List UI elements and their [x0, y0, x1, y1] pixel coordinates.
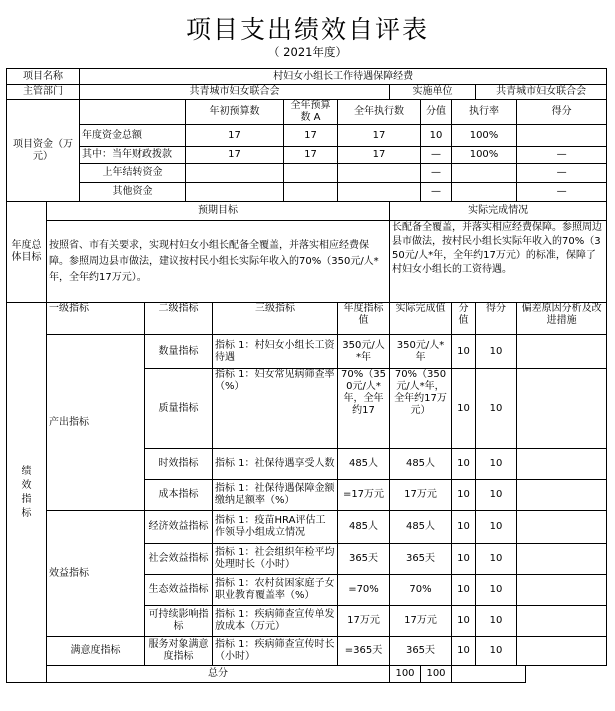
ind-remark	[517, 335, 607, 369]
goals-actual-header: 实际完成情况	[390, 202, 607, 221]
goals-expected-text: 按照省、市有关要求，实现村妇女小组长配备全覆盖，并落实相应经费保障。参照周边县市做法，建议按村民小组长实际年收入的70%（350元/人*年，全年约17万元）。	[47, 221, 390, 303]
ind-target: 350元/人*年	[338, 335, 390, 369]
ind-l3: 指标 1：社会组织年检平均处理时长（小时）	[213, 544, 338, 575]
ind-l3: 指标 1：农村贫困家庭子女职业教育覆盖率（%）	[213, 575, 338, 606]
ind-value: 10	[452, 544, 476, 575]
ind-target: 70%（350元/人*年，全年约17	[338, 369, 390, 449]
ind-score: 10	[476, 544, 517, 575]
ind-remark	[517, 449, 607, 480]
ind-score: 10	[476, 511, 517, 544]
ind-l2: 经济效益指标	[145, 511, 213, 544]
indicators-section-text: 绩效指标	[21, 465, 32, 519]
fund-row-score-value: —	[421, 147, 452, 164]
ind-header-target: 年度指标值	[338, 303, 390, 335]
fund-row-rate	[452, 183, 517, 202]
ind-header-l2: 二级指标	[145, 303, 213, 335]
ind-l3: 指标 1：疾病筛查宣传单发放成本（万元）	[213, 606, 338, 637]
ind-remark	[517, 575, 607, 606]
ind-actual: 17万元	[390, 480, 452, 511]
ind-l2: 社会效益指标	[145, 544, 213, 575]
ind-l2: 数量指标	[145, 335, 213, 369]
ind-score: 10	[476, 335, 517, 369]
total-remark	[452, 666, 526, 683]
ind-remark	[517, 606, 607, 637]
ind-target: 485人	[338, 449, 390, 480]
output-label: 产出指标	[47, 335, 145, 511]
fund-row-score: —	[517, 147, 607, 164]
fund-row-full: 17	[284, 125, 338, 147]
ind-actual: 70%（350元/人*年，全年约17万元）	[390, 369, 452, 449]
goals-expected-header: 预期目标	[47, 202, 390, 221]
fund-row-score: —	[517, 164, 607, 183]
total-value: 100	[390, 666, 421, 683]
fund-row-rate	[452, 164, 517, 183]
ind-value: 10	[452, 449, 476, 480]
fund-row-exec	[338, 164, 421, 183]
ind-header-score: 得分	[476, 303, 517, 335]
fund-row-score-value: 10	[421, 125, 452, 147]
ind-target: 485人	[338, 511, 390, 544]
ind-target: 365天	[338, 544, 390, 575]
ind-value: 10	[452, 335, 476, 369]
goals-actual-text: 长配备全覆盖，并落实相应经费保障。参照周边县市做法，按村民小组长实际年收入的70%（350元/人*年，全年约17万元）的标准，保障了村妇女小组长的工资待遇。	[390, 221, 607, 303]
goals-label: 年度总体目标	[7, 202, 47, 303]
ind-score: 10	[476, 480, 517, 511]
ind-l2: 成本指标	[145, 480, 213, 511]
impl-label: 实施单位	[390, 85, 476, 100]
ind-l2: 可持续影响指标	[145, 606, 213, 637]
ind-header-l1: 一级指标	[47, 303, 145, 335]
fund-row-score-value: —	[421, 164, 452, 183]
fund-row-rate: 100%	[452, 147, 517, 164]
total-score: 100	[421, 666, 452, 683]
ind-actual: 350元/人*年	[390, 335, 452, 369]
ind-remark	[517, 480, 607, 511]
ind-score: 10	[476, 606, 517, 637]
funds-header-full: 全年预算数 A	[284, 100, 338, 125]
ind-l2: 时效指标	[145, 449, 213, 480]
ind-score: 10	[476, 575, 517, 606]
ind-l3: 指标 1：社保待遇保障金额缴纳足额率（%）	[213, 480, 338, 511]
fund-row-label: 上年结转资金	[80, 164, 186, 183]
page-title: 项目支出绩效自评表	[185, 15, 429, 44]
ind-actual: 365天	[390, 544, 452, 575]
ind-actual: 365天	[390, 637, 452, 666]
benefit-label: 效益指标	[47, 511, 145, 637]
fund-row-initial	[186, 183, 284, 202]
fund-row-exec: 17	[338, 147, 421, 164]
fund-row-label: 其中：当年财政拨款	[80, 147, 186, 164]
ind-actual: 70%	[390, 575, 452, 606]
funds-header-score-value: 分值	[421, 100, 452, 125]
fund-row-label: 其他资金	[80, 183, 186, 202]
ind-header-actual: 实际完成值	[390, 303, 452, 335]
ind-remark	[517, 544, 607, 575]
ind-l2: 服务对象满意度指标	[145, 637, 213, 666]
fund-row-initial	[186, 164, 284, 183]
ind-remark	[517, 369, 607, 449]
funds-header-initial: 年初预算数	[186, 100, 284, 125]
ind-l2: 生态效益指标	[145, 575, 213, 606]
ind-l3: 指标 1：村妇女小组长工资待遇	[213, 335, 338, 369]
ind-value: 10	[452, 480, 476, 511]
dept-label: 主管部门	[7, 85, 80, 100]
ind-score: 10	[476, 637, 517, 666]
fund-row-rate: 100%	[452, 125, 517, 147]
fund-row-full	[284, 164, 338, 183]
ind-l3: 指标 1：疾病筛查宣传时长（小时）	[213, 637, 338, 666]
funds-header-exec: 全年执行数	[338, 100, 421, 125]
ind-value: 10	[452, 637, 476, 666]
fund-row-exec: 17	[338, 125, 421, 147]
ind-l3: 指标 1：社保待遇享受人数	[213, 449, 338, 480]
fund-row-score: —	[517, 183, 607, 202]
ind-l2: 质量指标	[145, 369, 213, 449]
ind-target: =365天	[338, 637, 390, 666]
ind-header-l3: 三级指标	[213, 303, 338, 335]
ind-actual: 485人	[390, 511, 452, 544]
ind-header-remark: 偏差原因分析及改进措施	[517, 303, 607, 335]
fund-row-full: 17	[284, 147, 338, 164]
ind-value: 10	[452, 575, 476, 606]
ind-remark	[517, 637, 607, 666]
ind-l3: 指标 1：妇女常见病筛查率（%）	[213, 369, 338, 449]
ind-value: 10	[452, 606, 476, 637]
ind-target: 17万元	[338, 606, 390, 637]
ind-score: 10	[476, 369, 517, 449]
ind-target: =70%	[338, 575, 390, 606]
ind-value: 10	[452, 511, 476, 544]
fund-row-initial: 17	[186, 125, 284, 147]
ind-actual: 17万元	[390, 606, 452, 637]
project-name-value: 村妇女小组长工作待遇保障经费	[80, 69, 607, 85]
evaluation-table	[6, 68, 607, 683]
impl-value: 共青城市妇女联合会	[476, 85, 607, 100]
fund-row-full	[284, 183, 338, 202]
project-name-label: 项目名称	[7, 69, 80, 85]
fund-row-score-value: —	[421, 183, 452, 202]
ind-remark	[517, 511, 607, 544]
ind-header-value: 分值	[452, 303, 476, 335]
page-subtitle: （ 2021年度）	[268, 45, 347, 59]
fund-row-label: 年度资金总额	[80, 125, 186, 147]
funds-header-rate: 执行率	[452, 100, 517, 125]
total-label: 总分	[47, 666, 390, 683]
indicators-section-label	[7, 303, 47, 683]
funds-header-score: 得分	[517, 100, 607, 125]
ind-value: 10	[452, 369, 476, 449]
ind-score: 10	[476, 449, 517, 480]
ind-target: =17万元	[338, 480, 390, 511]
fund-row-score	[517, 125, 607, 147]
dept-value: 共青城市妇女联合会	[80, 85, 390, 100]
ind-l3: 指标 1：疫苗HRA评估工作领导小组成立情况	[213, 511, 338, 544]
fund-row-initial: 17	[186, 147, 284, 164]
ind-actual: 485人	[390, 449, 452, 480]
fund-row-exec	[338, 183, 421, 202]
satisfaction-label: 满意度指标	[47, 637, 145, 666]
funds-label: 项目资金（万元）	[7, 100, 80, 202]
